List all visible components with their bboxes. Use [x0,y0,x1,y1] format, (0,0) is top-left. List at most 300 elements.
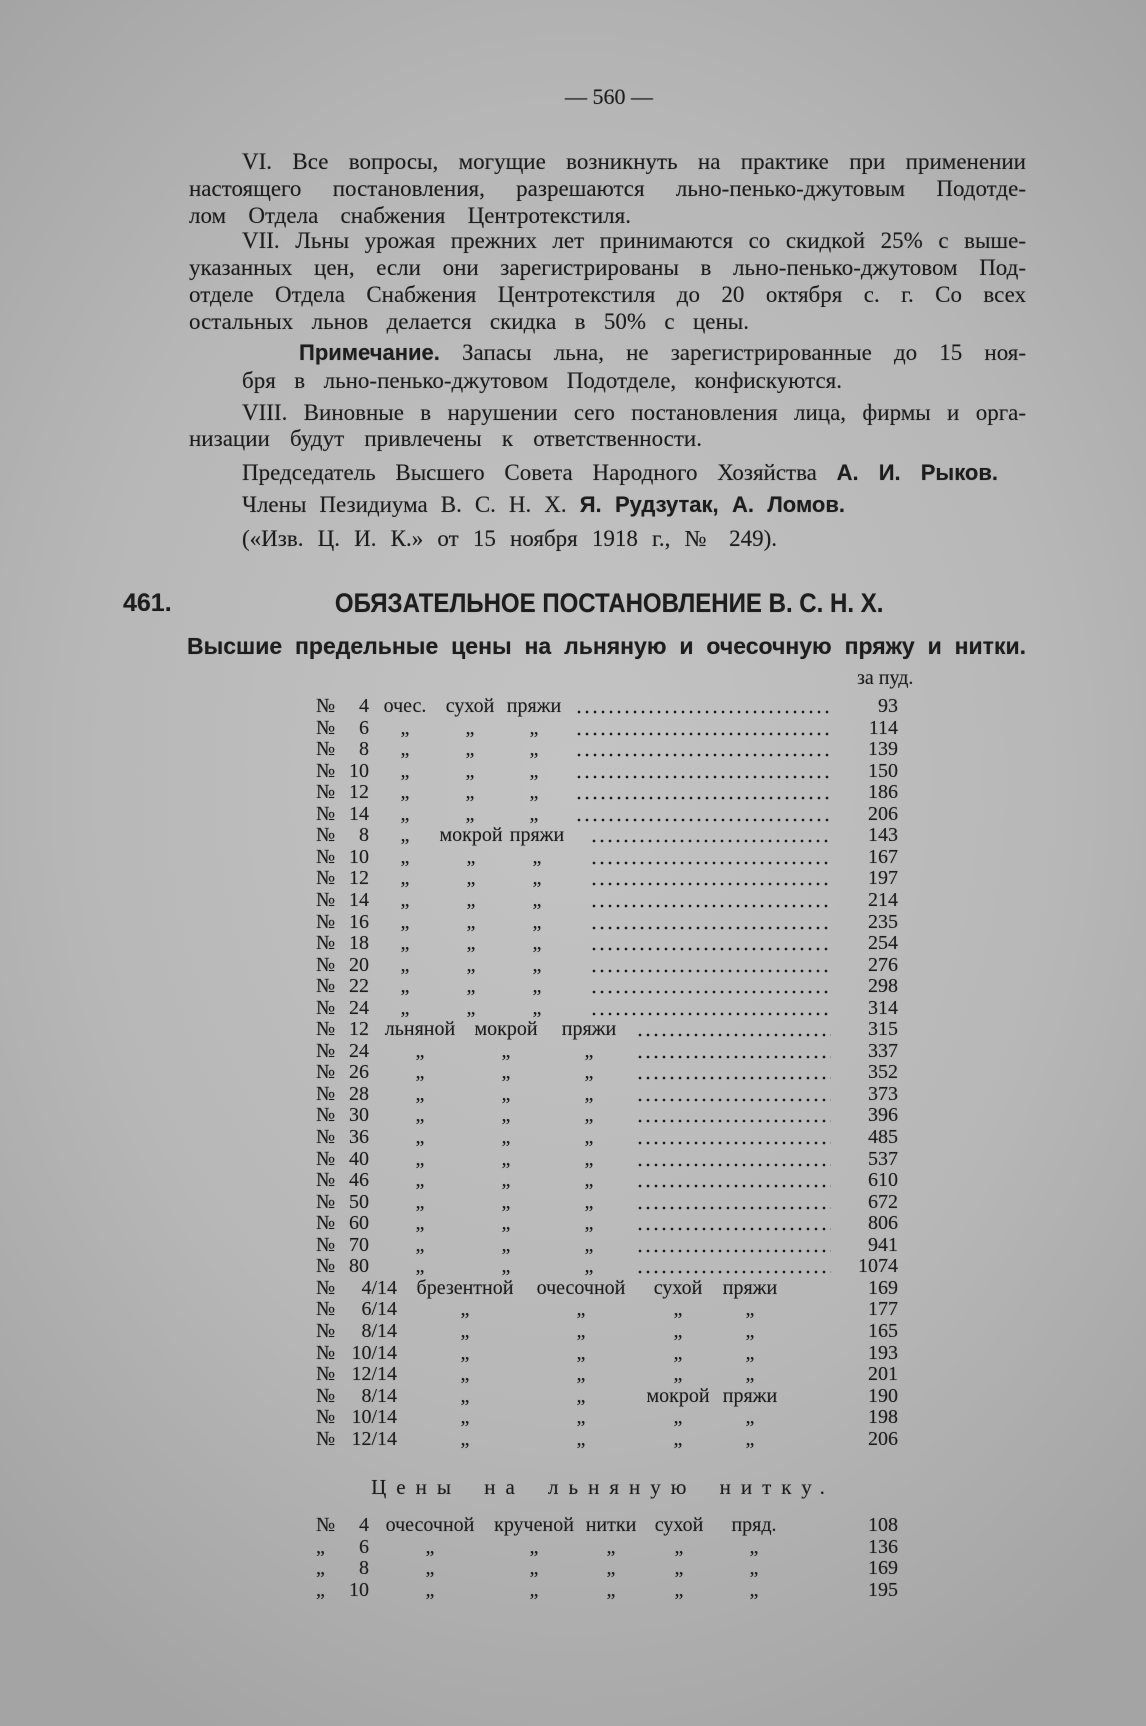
note-line-1 [299,339,1026,366]
ditto-mark: „ [584,1104,594,1127]
ditto-mark: „ [576,1341,586,1364]
price-row [0,824,1146,846]
ditto-mark: „ [584,1147,594,1170]
row-number: 4 [359,695,369,717]
ditto-mark: „ [460,1341,470,1364]
ditto-mark: „ [465,716,475,739]
section-vi-line-2: настоящего постановления, разрешаются льно-пенько-джутовым Подотде- [189,176,1026,201]
row-label-word: нитки [585,1514,637,1536]
ditto-mark: „ [415,1147,425,1170]
ditto-mark: „ [584,1169,594,1192]
row-label-word: пряжи [509,824,565,847]
dot-leader [636,1055,831,1059]
price-row [0,911,1146,933]
ditto-mark: „ [466,996,476,1019]
dot-leader [636,1163,831,1167]
price-value: 177 [868,1298,898,1321]
dot-leader [590,990,831,994]
number-sign: № [316,1341,336,1364]
price-row [0,738,1146,760]
ditto-mark: „ [673,1319,683,1342]
price-row [0,1083,1146,1105]
price-row [0,1385,1146,1407]
note-text-1: Запасы льна, не зарегистрированные до 15 ноя- [462,340,1027,365]
price-value: 139 [868,738,898,761]
row-label-word: сухой [653,1276,703,1299]
price-value: 235 [868,910,898,933]
price-row [0,1255,1146,1277]
price-value: 114 [868,716,898,739]
ditto-mark: „ [584,1212,594,1235]
dot-leader [590,839,831,843]
row-number: 28 [349,1082,369,1105]
price-row [0,1342,1146,1364]
price-row [0,1018,1146,1040]
number-sign: № [316,1190,336,1213]
section-vi-line-3: лом Отдела снабжения Центротекстиля. [189,203,631,228]
chairman-signature [242,459,998,486]
ditto-mark: „ [415,1190,425,1213]
ditto-mark: „ [529,738,539,761]
ditto-mark: „ [745,1298,755,1321]
price-value: 206 [868,1427,898,1450]
price-value: 485 [868,1126,898,1148]
row-label-word: сухой [654,1514,704,1536]
ditto-mark: „ [425,1536,435,1558]
section-vii-line-2: указанных цен, если они зарегистрированы в льно-пенько-джутовом Под- [189,255,1026,280]
row-number: 10/14 [351,1406,397,1429]
ditto-mark: „ [532,888,542,911]
ditto-mark: „ [584,1255,594,1278]
price-value: 298 [868,975,898,998]
ditto-mark: „ [400,845,410,868]
price-value: 169 [868,1557,898,1579]
price-value: 193 [868,1341,898,1364]
ditto-mark: „ [745,1341,755,1364]
number-sign: № [316,1276,336,1299]
price-row [0,1169,1146,1191]
row-label-word: сухой [445,695,495,717]
row-number: 4/14 [361,1276,397,1299]
ditto-mark: „ [400,888,410,911]
price-value: 169 [868,1276,898,1299]
ditto-mark: „ [400,716,410,739]
number-sign: № [316,1039,336,1062]
price-row [0,717,1146,739]
section-vi-line-1: VI. Все вопросы, могущие возникнуть на практике при применении [242,149,1026,174]
number-sign: № [316,738,336,761]
number-sign: № [316,1212,336,1235]
ditto-mark: „ [415,1212,425,1235]
number-sign: № [316,1384,336,1407]
ditto-mark: „ [415,1061,425,1084]
price-row [0,997,1146,1019]
ditto-mark: „ [400,996,410,1019]
price-row [0,1536,1146,1558]
price-row [0,760,1146,782]
dot-leader [636,1227,831,1231]
price-row [0,932,1146,954]
number-sign: № [316,845,336,868]
number-sign: № [316,953,336,976]
ditto-mark: „ [745,1427,755,1450]
row-number: 12 [349,867,369,890]
price-value: 314 [868,996,898,1019]
ditto-mark: „ [529,1557,539,1579]
row-number: 20 [349,953,369,976]
source-citation: («Изв. Ц. И. К.» от 15 ноября 1918 г., № 249). [242,526,777,551]
ditto-mark: „ [749,1557,759,1579]
ditto-mark: „ [674,1536,684,1558]
chairman-name: А. И. Рыков. [836,460,998,485]
price-row [0,1579,1146,1601]
ditto-mark: „ [460,1319,470,1342]
price-value: 315 [868,1018,898,1041]
ditto-mark: „ [501,1169,511,1192]
ditto-mark: „ [529,1579,539,1601]
price-row [0,1212,1146,1234]
ditto-mark: „ [460,1406,470,1429]
row-label-word: очесочной [536,1276,626,1299]
ditto-mark: „ [532,867,542,890]
price-row [0,1040,1146,1062]
row-label-word: пряд. [731,1514,777,1536]
section-vii-line-1: VII. Льны урожая прежних лет принимаются со скидкой 25% с выше- [242,228,1026,253]
price-value: 206 [868,802,898,825]
row-number: 12 [349,1018,369,1041]
dot-leader [636,1076,831,1080]
number-sign: № [316,932,336,955]
ditto-mark: „ [532,996,542,1019]
row-label-word: мокрой [474,1018,538,1041]
row-number: 24 [349,996,369,1019]
price-row [0,1406,1146,1428]
price-value: 195 [868,1579,898,1601]
section-viii-line-1: VIII. Виновные в нарушении сего постановления лица, фирмы и орга- [242,400,1026,425]
ditto-mark: „ [501,1039,511,1062]
number-sign: № [316,910,336,933]
dot-leader [636,1141,831,1145]
note-line-2: бря в льно-пенько-джутовом Подотделе, конфискуются. [242,368,842,393]
price-row [0,867,1146,889]
price-row [0,1363,1146,1385]
number-sign: № [316,1169,336,1192]
price-value: 276 [868,953,898,976]
ditto-mark: „ [460,1298,470,1321]
row-number: 12/14 [351,1363,397,1386]
number-sign: № [316,1406,336,1429]
dot-leader [575,796,831,800]
decree-title: ОБЯЗАТЕЛЬНОЕ ПОСТАНОВЛЕНИЕ В. С. Н. Х. [334,588,884,618]
ditto-mark: „ [501,1212,511,1235]
ditto-mark: „ [532,975,542,998]
number-sign: № [316,1104,336,1127]
ditto-mark: „ [466,888,476,911]
ditto-mark: „ [501,1082,511,1105]
ditto-mark: „ [673,1406,683,1429]
ditto-mark: „ [400,781,410,804]
row-number: 24 [349,1039,369,1062]
ditto-mark: „ [749,1579,759,1601]
ditto-mark: „ [415,1039,425,1062]
number-sign: № [316,1319,336,1342]
row-label-word: мокрой [439,824,503,847]
price-row [0,1126,1146,1148]
price-value: 197 [868,867,898,890]
ditto-mark: „ [501,1233,511,1256]
price-row [0,1298,1146,1320]
price-row [0,1557,1146,1579]
price-value: 396 [868,1104,898,1127]
members-names: Я. Рудзутак, А. Ломов. [579,492,845,517]
row-number: 50 [349,1190,369,1213]
ditto-mark: „ [415,1169,425,1192]
number-sign: „ [316,1579,325,1601]
ditto-mark: „ [584,1233,594,1256]
ditto-mark: „ [576,1406,586,1429]
price-row [0,1191,1146,1213]
ditto-mark: „ [466,932,476,955]
ditto-mark: „ [425,1557,435,1579]
price-row [0,1104,1146,1126]
ditto-mark: „ [673,1341,683,1364]
row-number: 18 [349,932,369,955]
number-sign: № [316,1363,336,1386]
ditto-mark: „ [673,1427,683,1450]
price-value: 1074 [858,1255,898,1278]
ditto-mark: „ [400,759,410,782]
ditto-mark: „ [576,1319,586,1342]
row-number: 26 [349,1061,369,1084]
number-sign: № [316,695,336,717]
price-row [0,1277,1146,1299]
ditto-mark: „ [415,1126,425,1148]
price-row [0,1148,1146,1170]
number-sign: № [316,1147,336,1170]
ditto-mark: „ [501,1190,511,1213]
price-row [0,1320,1146,1342]
ditto-mark: „ [415,1233,425,1256]
decree-title-wrap [259,586,959,620]
ditto-mark: „ [606,1536,616,1558]
number-sign: „ [316,1557,325,1579]
ditto-mark: „ [529,716,539,739]
price-row [0,803,1146,825]
ditto-mark: „ [745,1406,755,1429]
dot-leader [636,1098,831,1102]
ditto-mark: „ [466,910,476,933]
row-number: 12 [349,781,369,804]
ditto-mark: „ [466,867,476,890]
note-label: Примечание. [299,340,440,365]
chairman-title: Председатель Высшего Совета Народного Хозяйства [242,460,817,485]
ditto-mark: „ [465,802,475,825]
unit-label: за пуд. [857,667,914,689]
dot-leader [575,818,831,822]
price-row [0,1514,1146,1536]
ditto-mark: „ [584,1061,594,1084]
row-number: 6 [359,1536,369,1558]
dot-leader [590,926,831,930]
ditto-mark: „ [584,1082,594,1105]
number-sign: № [316,975,336,998]
row-label-word: мокрой [646,1384,710,1407]
row-number: 30 [349,1104,369,1127]
ditto-mark: „ [606,1557,616,1579]
price-value: 672 [868,1190,898,1213]
row-number: 12/14 [351,1427,397,1450]
row-number: 80 [349,1255,369,1278]
row-number: 10/14 [351,1341,397,1364]
row-number: 22 [349,975,369,998]
number-sign: № [316,716,336,739]
row-label-word: очесочной [385,1514,475,1536]
dot-leader [636,1119,831,1123]
ditto-mark: „ [673,1298,683,1321]
ditto-mark: „ [415,1255,425,1278]
price-value: 352 [868,1061,898,1084]
number-sign: № [316,1018,336,1041]
number-sign: № [316,996,336,1019]
dot-leader [636,1206,831,1210]
ditto-mark: „ [674,1579,684,1601]
ditto-mark: „ [501,1104,511,1127]
price-value: 337 [868,1039,898,1062]
price-row [0,846,1146,868]
number-sign: „ [316,1536,325,1558]
ditto-mark: „ [501,1147,511,1170]
ditto-mark: „ [576,1427,586,1450]
price-value: 136 [868,1536,898,1558]
row-number: 10 [349,845,369,868]
ditto-mark: „ [460,1363,470,1386]
price-value: 537 [868,1147,898,1170]
price-value: 167 [868,845,898,868]
price-value: 201 [868,1363,898,1386]
row-number: 40 [349,1147,369,1170]
ditto-mark: „ [529,1536,539,1558]
number-sign: № [316,1298,336,1321]
ditto-mark: „ [460,1384,470,1407]
ditto-mark: „ [501,1126,511,1148]
number-sign: № [316,1061,336,1084]
number-sign: № [316,1082,336,1105]
number-sign: № [316,802,336,825]
row-label-word: пряжи [722,1384,778,1407]
row-number: 6/14 [361,1298,397,1321]
number-sign: № [316,1514,336,1536]
decree-subtitle: Высшие предельные цены на льняную и очесочную пряжу и нитки. [187,633,1026,659]
ditto-mark: „ [465,759,475,782]
ditto-mark: „ [576,1384,586,1407]
row-number: 8 [359,1557,369,1579]
section-viii-line-2: низации будут привлечены к ответственности. [189,426,702,451]
ditto-mark: „ [532,953,542,976]
ditto-mark: „ [465,781,475,804]
ditto-mark: „ [460,1427,470,1450]
number-sign: № [316,867,336,890]
row-number: 16 [349,910,369,933]
price-value: 198 [868,1406,898,1429]
ditto-mark: „ [532,932,542,955]
price-row [0,781,1146,803]
ditto-mark: „ [749,1536,759,1558]
row-label-word: льняной [384,1018,456,1041]
dot-leader [590,947,831,951]
ditto-mark: „ [501,1061,511,1084]
dot-leader [590,969,831,973]
price-value: 143 [868,824,898,847]
price-value: 150 [868,759,898,782]
row-number: 8/14 [361,1319,397,1342]
row-number: 10 [349,759,369,782]
row-number: 70 [349,1233,369,1256]
price-value: 254 [868,932,898,955]
row-label-word: брезентной [416,1276,514,1299]
number-sign: № [316,1233,336,1256]
page-number: — 560 — [565,84,653,109]
number-sign: № [316,759,336,782]
price-row [0,695,1146,717]
price-value: 190 [868,1384,898,1407]
ditto-mark: „ [532,845,542,868]
thread-prices-title: Цены на льняную нитку. [371,1475,835,1499]
price-row [0,889,1146,911]
row-label-word: пряжи [561,1018,617,1041]
row-label-word: пряжи [506,695,562,717]
ditto-mark: „ [584,1039,594,1062]
dot-leader [590,904,831,908]
row-number: 10 [349,1579,369,1601]
members-signature [242,491,845,518]
price-row [0,954,1146,976]
ditto-mark: „ [466,953,476,976]
ditto-mark: „ [400,867,410,890]
ditto-mark: „ [529,759,539,782]
price-value: 941 [868,1233,898,1256]
dot-leader [575,732,831,736]
decree-number: 461. [123,589,172,617]
price-value: 373 [868,1082,898,1105]
price-value: 806 [868,1212,898,1235]
row-label-word: пряжи [722,1276,778,1299]
ditto-mark: „ [745,1319,755,1342]
row-number: 8 [359,824,369,847]
ditto-mark: „ [466,845,476,868]
price-value: 214 [868,888,898,911]
number-sign: № [316,1255,336,1278]
dot-leader [636,1033,831,1037]
ditto-mark: „ [400,932,410,955]
number-sign: № [316,781,336,804]
dot-leader [590,861,831,865]
price-row [0,1234,1146,1256]
price-value: 165 [868,1319,898,1342]
ditto-mark: „ [673,1363,683,1386]
row-number: 14 [349,802,369,825]
ditto-mark: „ [532,910,542,933]
number-sign: № [316,888,336,911]
ditto-mark: „ [400,738,410,761]
section-vii-line-3: отделе Отдела Снабжения Центротекстиля до 20 октября с. г. Со всех [189,282,1026,307]
ditto-mark: „ [576,1298,586,1321]
row-number: 8/14 [361,1384,397,1407]
row-number: 60 [349,1212,369,1235]
dot-leader [575,775,831,779]
ditto-mark: „ [400,824,410,847]
number-sign: № [316,1427,336,1450]
ditto-mark: „ [415,1082,425,1105]
